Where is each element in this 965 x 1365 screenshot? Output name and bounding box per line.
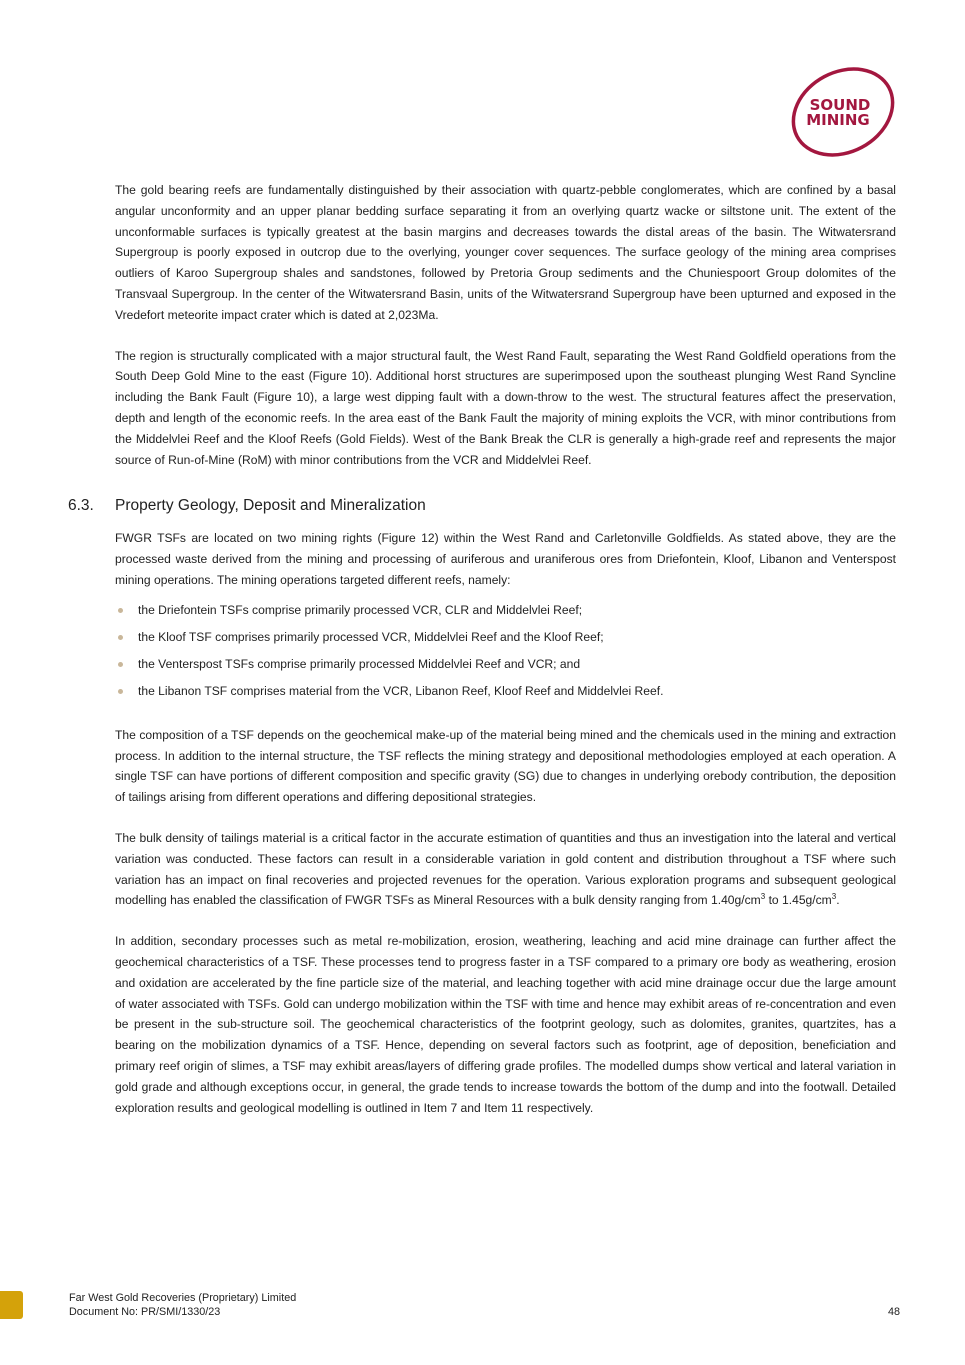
- density-text: The bulk density of tailings material is a critical factor in the accurate estimation of quantities and thus an investigation into the lateral and vertical variation was conducted. These factors can result in a considerable variation in gold content and distribution throughout a TSF where such variation has an impact on final recoveries and projected revenues for the operation. Various exploration programs and subsequent geological modelling has enabled the classification of FWGR TSFs as Mineral Resources with a bulk density ranging from 1.40g/cm: [115, 830, 896, 908]
- paragraph-composition: The composition of a TSF depends on the geochemical make-up of the material being mined and the chemicals used in the mining and extraction process. In addition to the internal structure, the TSF reflects the mining strategy and depositional methodologies employed at each operation. A single TSF can have portions of different composition and specific gravity (SG) due to changes in underlying orebody contribution, the deposition of tailings arising from different operations and differing depositional strategies.: [115, 727, 896, 805]
- list-item-text: the Kloof TSF comprises primarily processed VCR, Middelvlei Reef and the Kloof Reef;: [138, 629, 604, 644]
- section-number: 6.3.: [68, 497, 94, 515]
- list-item-text: the Venterspost TSFs comprise primarily processed Middelvlei Reef and VCR; and: [138, 656, 581, 671]
- svg-text:MINING: MINING: [806, 111, 870, 129]
- footer-company: Far West Gold Recoveries (Proprietary) Limited: [69, 1292, 297, 1304]
- sound-mining-logo: [786, 66, 900, 158]
- reef-list: [115, 597, 896, 705]
- footer-accent-mark: [0, 1291, 23, 1319]
- svg-text:SOUND: SOUND: [809, 96, 871, 114]
- bullet-icon: [118, 635, 123, 640]
- list-item-text: the Driefontein TSFs comprise primarily processed VCR, CLR and Middelvlei Reef;: [138, 602, 583, 617]
- bullet-icon: [118, 689, 123, 694]
- paragraph-reefs: The gold bearing reefs are fundamentally distinguished by their association with quartz-pebble conglomerates, which are confined by a basal angular unconformity and an upper planar bedding surface separating it from an overlying quartz wacke or siltstone unit. The extent of the unconformable surfaces is typically greatest at the basin margins and decreases towards the distal areas of the basin. The Witwatersrand Supergroup is poorly exposed in outcrop due to the overlying, younger cover sequences. The surface geology of the mining area comprises outliers of Karoo Supergroup shales and sandstones, followed by Pretoria Group sediments and the Chuniespoort Group dolomites of the Transvaal Supergroup. In the center of the Witwatersrand Basin, units of the Witwatersrand Supergroup have been upturned and exposed in the Vredefort meteorite impact crater which is dated at 2,023Ma.: [115, 183, 896, 322]
- paragraph-secondary-processes: In addition, secondary processes such as metal re-mobilization, erosion, weathering, leaching and acid mine drainage can further affect the geochemical characteristics of a TSF. These processes tend to progress faster in a TSF compared to a primary ore body as weathering, erosion and oxidation are accelerated by the fine particle size of the material, and leaching together with acid mine drainage occur due the large amount of water associated with TSFs. Gold can undergo mobilization within the TSF with time and hence may exhibit areas of re-concentration and even be present in the sub-structure soil. The geochemical characteristics of the footprint geology, such as dolomites, granites, quartzites, has a bearing on the mobilization dynamics of a TSF. Hence, depending on several factors such as footprint, age of deposition, beneficiation and primary reef origin of slimes, a TSF may exhibit areas/layers of differing grade profiles. The modelled dumps show vertical and lateral variation in gold grade and although exceptions occur, in general, the grade tends to increase towards the bottom of the dump and into the footwall. Detailed exploration results and geological modelling is outlined in Item 7 and Item 11 respectively.: [115, 934, 896, 1115]
- footer-document-number: Document No: PR/SMI/1330/23: [69, 1306, 221, 1318]
- page-body: [68, 180, 896, 1138]
- superscript: 3: [831, 892, 837, 902]
- list-item: [115, 678, 896, 705]
- density-text: .: [836, 893, 840, 908]
- density-text: to 1.45g/cm: [765, 893, 832, 908]
- footer: [69, 1291, 296, 1319]
- paragraph-density: [115, 828, 896, 911]
- page-number: 48: [888, 1306, 901, 1318]
- bullet-icon: [118, 608, 123, 613]
- list-item: [115, 651, 896, 678]
- list-item: [115, 597, 896, 624]
- paragraph-structure: The region is structurally complicated with a major structural fault, the West Rand Fault, separating the West Rand Goldfield operations from the South Deep Gold Mine to the east (Figure 10). Additional horst structures are superimposed upon the southeast plunging West Rand Syncline including the Bank Fault (Figure 10), a large west dipping fault with a down-throw to the west. The structural features affect the preservation, depth and length of the economic reefs. In the area east of the Bank Fault the majority of mining exploits the VCR, with minor contributions from the Middelvlei Reef and the Kloof Reefs (Gold Fields). West of the Bank Break the CLR is generally a high-grade reef and represents the major source of Run-of-Mine (RoM) with minor contributions from the VCR and Middelvlei Reef.: [115, 348, 896, 467]
- section-title: Property Geology, Deposit and Mineralization: [115, 497, 426, 515]
- bullet-icon: [118, 662, 123, 667]
- list-item-text: the Libanon TSF comprises material from the VCR, Libanon Reef, Kloof Reef and Middelvlei Reef.: [138, 683, 664, 698]
- superscript: 3: [760, 892, 766, 902]
- paragraph-section-intro: FWGR TSFs are located on two mining rights (Figure 12) within the West Rand and Carletonville Goldfields. As stated above, they are the processed waste derived from the mining and processing of auriferous and uraniferous ores from Driefontein, Kloof, Libanon and Venterspost mining operations. The mining operations targeted different reefs, namely:: [115, 531, 896, 587]
- list-item: [115, 624, 896, 651]
- section-heading: [68, 496, 896, 516]
